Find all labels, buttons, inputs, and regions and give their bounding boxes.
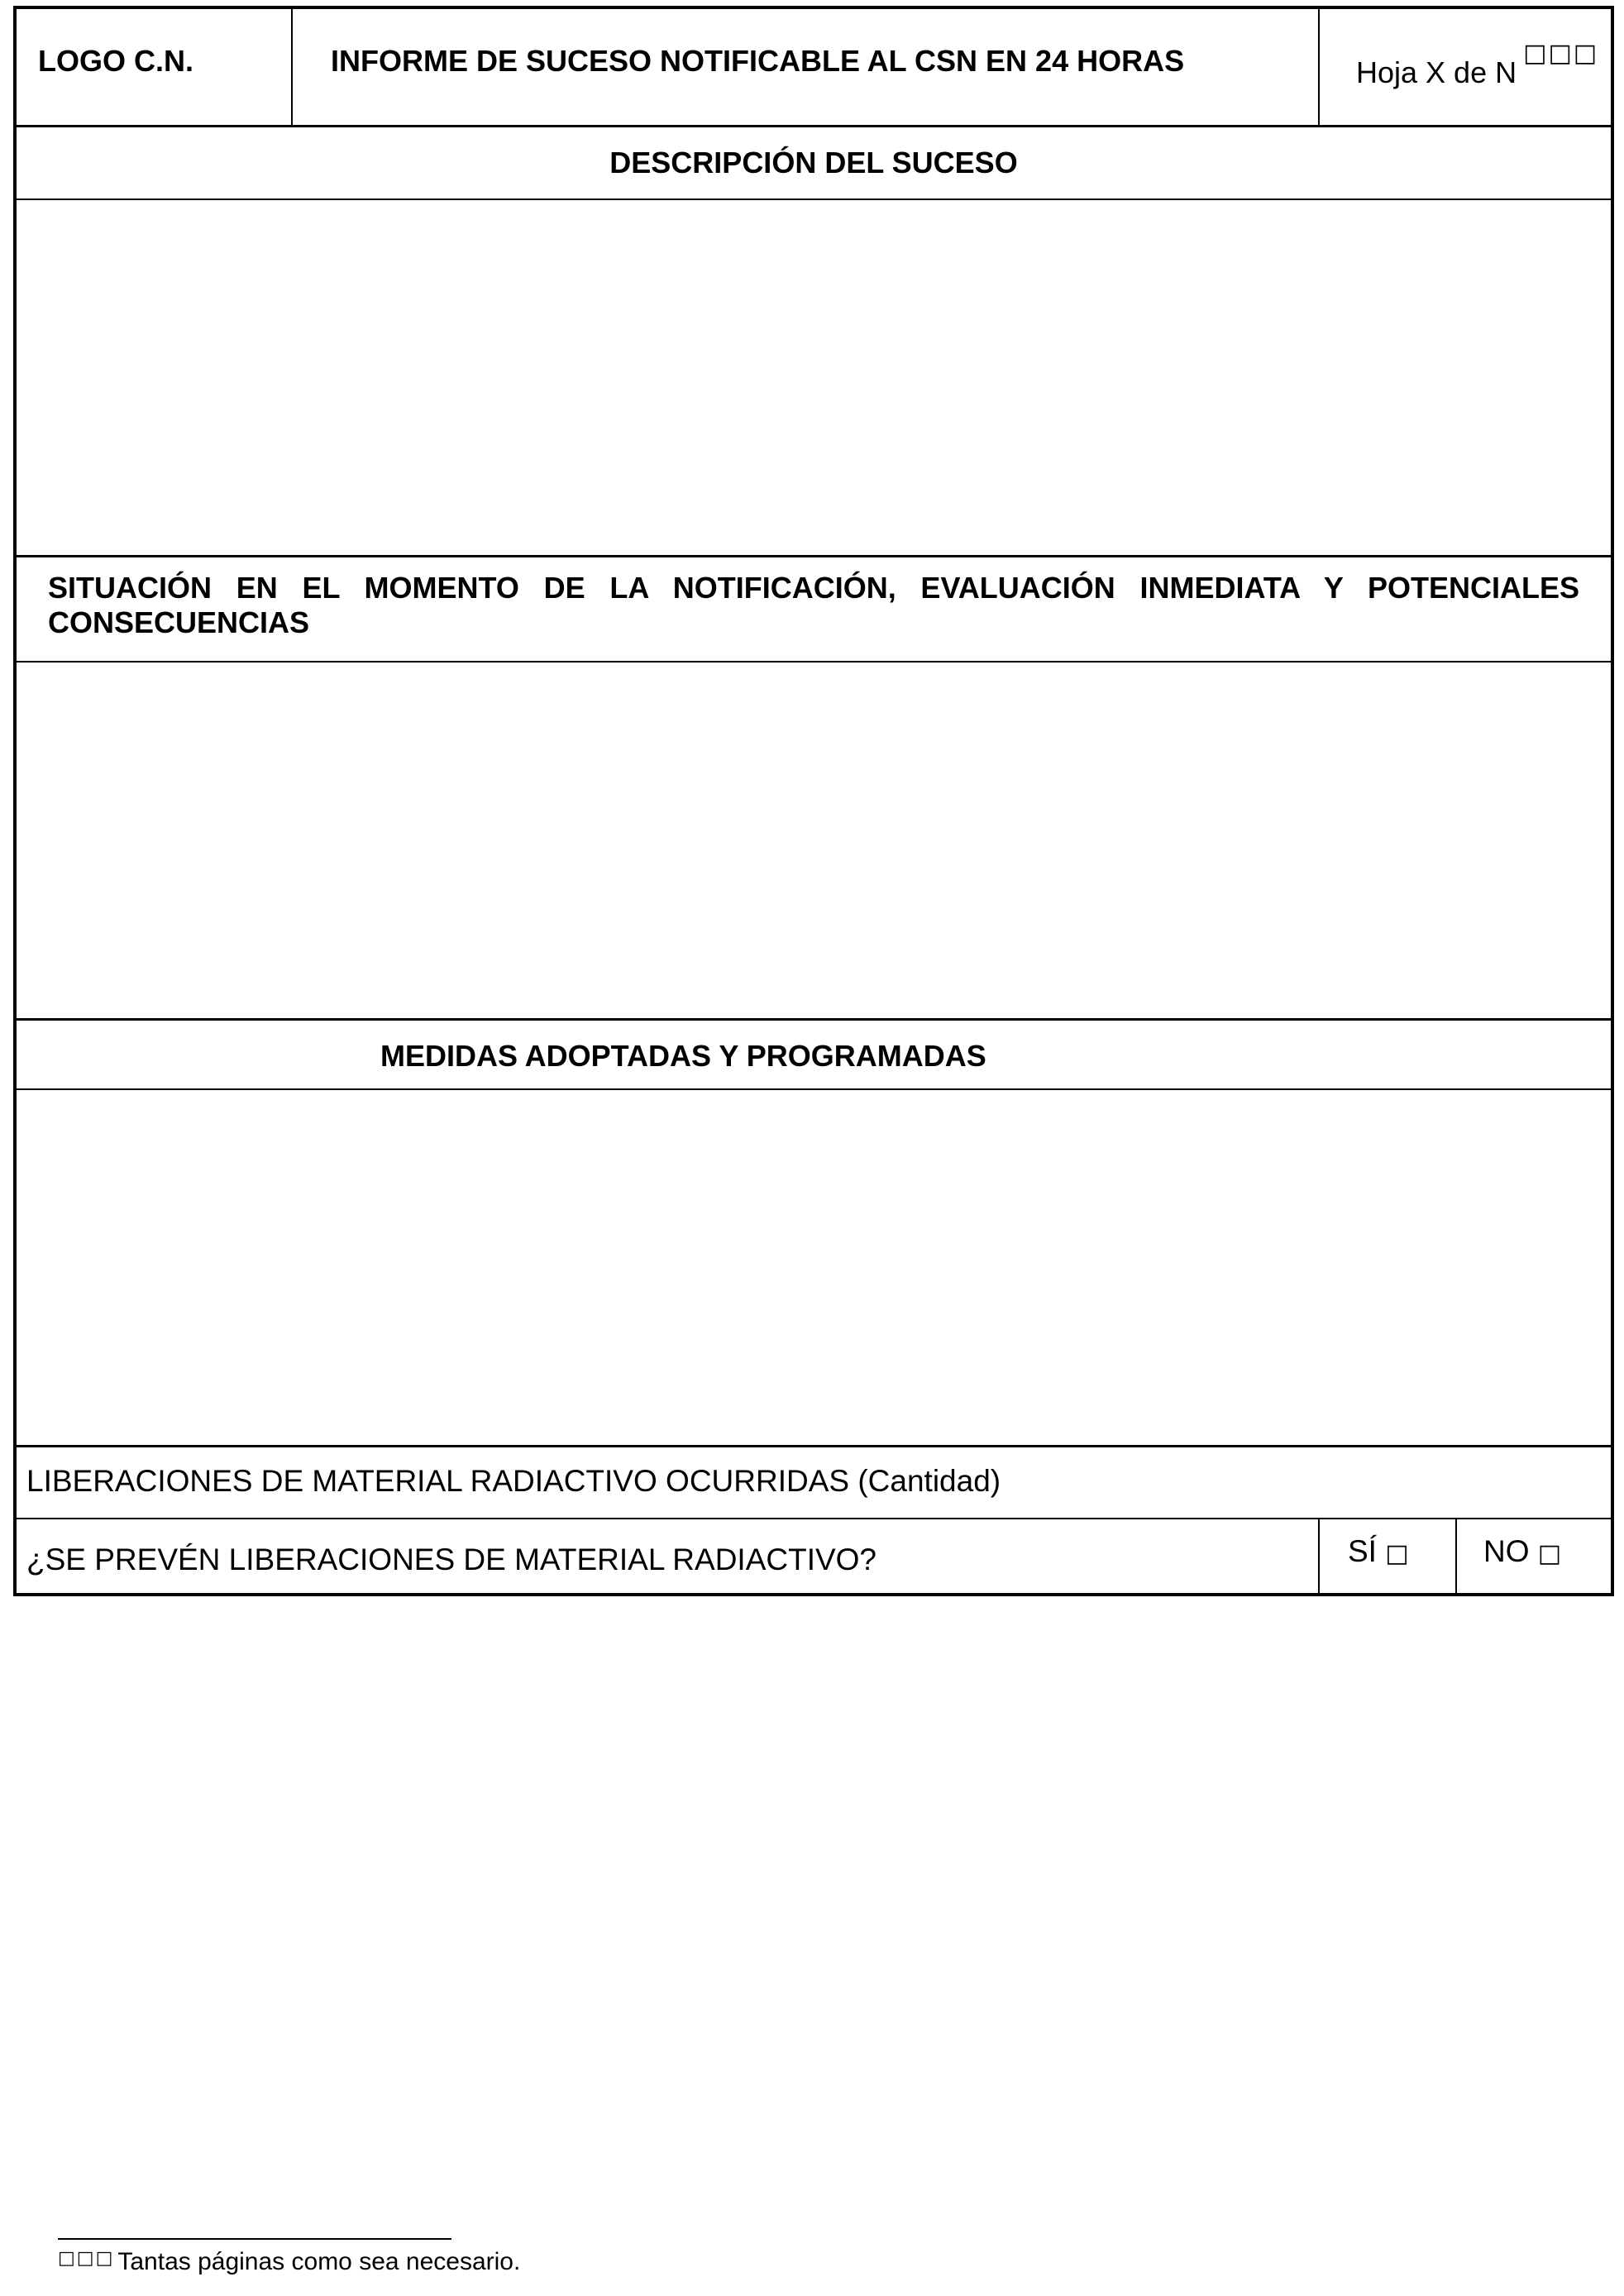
footnote-mark: □□□	[58, 2248, 115, 2269]
form-title: INFORME DE SUCESO NOTIFICABLE AL CSN EN 24 HORAS	[293, 9, 1320, 125]
releases-occurred-field[interactable]	[17, 1447, 1611, 1519]
yes-option[interactable]	[1320, 1519, 1457, 1593]
footnote	[58, 2248, 520, 2276]
plant-logo-placeholder: LOGO C.N.	[17, 9, 293, 125]
releases-foreseen-row	[17, 1519, 1611, 1593]
description-field[interactable]	[17, 200, 1611, 557]
footnote-text: Tantas páginas como sea necesario.	[117, 2248, 521, 2275]
incident-report-form	[13, 6, 1614, 1596]
sheet-number-label: Hoja X de N	[1356, 55, 1517, 89]
yes-label: SÍ	[1348, 1534, 1377, 1568]
footnote-separator	[58, 2238, 451, 2240]
description-title-text: DESCRIPCIÓN DEL SUCESO	[609, 146, 1018, 179]
sheet-number	[1320, 9, 1611, 125]
situation-field[interactable]	[17, 662, 1611, 1021]
measures-field[interactable]	[17, 1090, 1611, 1447]
yes-checkbox[interactable]: □	[1385, 1539, 1409, 1568]
no-option[interactable]	[1457, 1519, 1611, 1593]
no-checkbox[interactable]: □	[1537, 1539, 1562, 1568]
description-section-title	[17, 127, 1611, 200]
releases-foreseen-question: ¿SE PREVÉN LIBERACIONES DE MATERIAL RADIACTIVO?	[17, 1519, 1320, 1593]
no-label: NO	[1483, 1534, 1530, 1568]
situation-section-title: SITUACIÓN EN EL MOMENTO DE LA NOTIFICACIÓN, EVALUACIÓN INMEDIATA Y POTENCIALES CONSECUENCIAS	[17, 557, 1611, 662]
form-header-row	[17, 9, 1611, 127]
sheet-footnote-mark: □□□	[1523, 39, 1599, 68]
measures-section-title: MEDIDAS ADOPTADAS Y PROGRAMADAS	[17, 1021, 1611, 1090]
releases-occurred-label: LIBERACIONES DE MATERIAL RADIACTIVO OCURRIDAS (Cantidad)	[26, 1464, 1001, 1498]
